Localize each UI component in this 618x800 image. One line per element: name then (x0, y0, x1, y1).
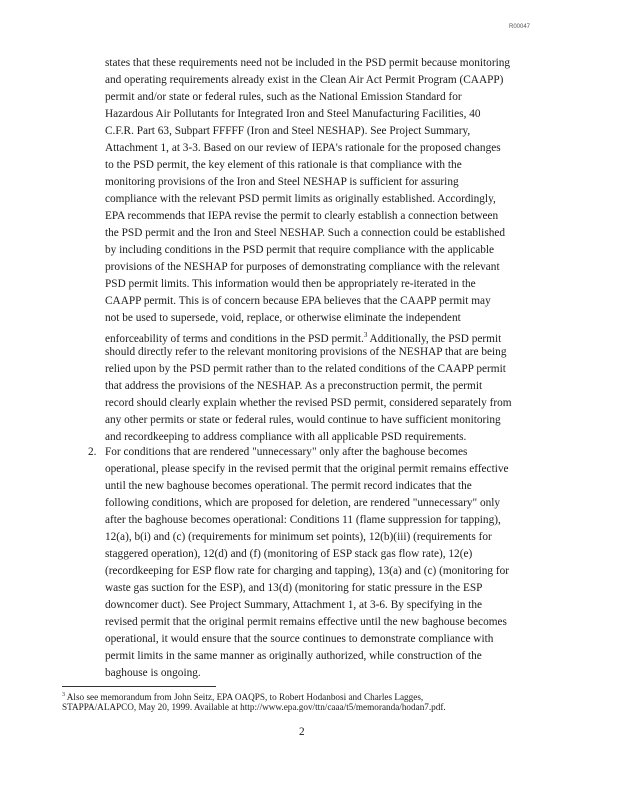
footnote-reference-3[interactable]: 3 (363, 331, 368, 339)
footnote-marker: 3 (62, 692, 65, 698)
body-line: revised permit that the original permit remains effective until the new baghouse becomes (105, 616, 507, 628)
body-line: after the baghouse becomes operational: Conditions 11 (flame suppression for tapping), (105, 514, 501, 526)
body-line: permit limits in the same manner as originally authorized, while construction of the (105, 650, 482, 662)
body-line: operational, it would ensure that the source continues to demonstrate compliance with (105, 633, 494, 645)
body-line: C.F.R. Part 63, Subpart FFFFF (Iron and Steel NESHAP). See Project Summary, (105, 125, 471, 137)
body-line: to the PSD permit, the key element of this rationale is that compliance with the (105, 159, 462, 171)
body-line: not be used to supersede, void, replace, or otherwise eliminate the independent (105, 312, 461, 324)
body-line: downcomer duct). See Project Summary, Attachment 1, at 3-6. By specifying in the (105, 599, 482, 611)
body-line: For conditions that are rendered "unnecessary" only after the baghouse becomes (105, 446, 468, 458)
body-line-text: enforceability of terms and conditions in the PSD permit. (105, 332, 364, 345)
body-line: Hazardous Air Pollutants for Integrated Iron and Steel Manufacturing Facilities, 40 (105, 108, 481, 120)
body-line: waste gas suction for the ESP), and 13(d) (monitoring for static pressure in the ESP (105, 582, 483, 594)
body-line: operational, please specify in the revised permit that the original permit remains effective (105, 463, 509, 475)
body-line: any other permits or state or federal rules, would continue to have sufficient monitoring (105, 414, 501, 426)
body-line: and operating requirements already exist in the Clean Air Act Permit Program (CAAPP) (105, 74, 504, 86)
body-line: permit and/or state or federal rules, such as the National Emission Standard for (105, 91, 462, 103)
body-line-with-footnote (105, 328, 525, 346)
body-line: EPA recommends that IEPA revise the permit to clearly establish a connection between (105, 210, 499, 222)
footnote-text: Also see memorandum from John Seitz, EPA OAQPS, to Robert Hodanbosi and Charles Lagges, (65, 692, 424, 703)
body-line: compliance with the relevant PSD permit limits as originally established. Accordingly, (105, 193, 496, 205)
document-id-stamp: R00047 (509, 24, 531, 30)
body-line: 12(a), b(i) and (c) (requirements for minimum set points), 12(b)(iii) (requirements for (105, 531, 492, 543)
body-line: Attachment 1, at 3-3. Based on our review of IEPA's rationale for the proposed changes (105, 142, 501, 154)
body-line: by including conditions in the PSD permit that require compliance with the applicable (105, 244, 495, 256)
body-line: following conditions, which are proposed for deletion, are rendered "unnecessary" only (105, 497, 501, 509)
body-line: (recordkeeping for ESP flow rate for charging and tapping), 13(a) and (c) (monitoring for (105, 565, 510, 577)
body-line: PSD permit limits. This information would then be appropriately re-iterated in the (105, 278, 476, 290)
body-line: that address the provisions of the NESHAP. As a preconstruction permit, the permit (105, 380, 483, 392)
body-line: record should clearly explain whether the revised PSD permit, considered separately from (105, 397, 512, 409)
list-item-number: 2. (88, 446, 97, 458)
body-line: provisions of the NESHAP for purposes of demonstrating compliance with the relevant (105, 261, 500, 273)
body-line: baghouse is ongoing. (105, 667, 201, 679)
body-line-text: Additionally, the PSD permit (367, 332, 502, 345)
footnote-line[interactable]: STAPPA/ALAPCO, May 20, 1999. Available at http://www.epa.gov/ttn/caaa/t5/memoranda/hodan7.pdf. (62, 702, 446, 712)
footnote-separator (62, 686, 216, 687)
body-line: should directly refer to the relevant monitoring provisions of the NESHAP that are being (105, 346, 507, 358)
body-line: relied upon by the PSD permit rather than to the related conditions of the CAAPP permit (105, 363, 506, 375)
body-line: until the new baghouse becomes operational. The permit record indicates that the (105, 480, 472, 492)
body-line: the PSD permit and the Iron and Steel NESHAP. Such a connection could be established (105, 227, 506, 239)
body-line: states that these requirements need not be included in the PSD permit because monitoring (105, 57, 511, 69)
page-number: 2 (299, 726, 305, 738)
body-line: CAAPP permit. This is of concern because EPA believes that the CAAPP permit may (105, 295, 491, 307)
body-line: staggered operation), 12(d) and (f) (monitoring of ESP stack gas flow rate), 12(e) (105, 548, 473, 560)
body-line: and recordkeeping to address compliance with all applicable PSD requirements. (105, 431, 467, 443)
body-line: monitoring provisions of the Iron and Steel NESHAP is sufficient for assuring (105, 176, 459, 188)
